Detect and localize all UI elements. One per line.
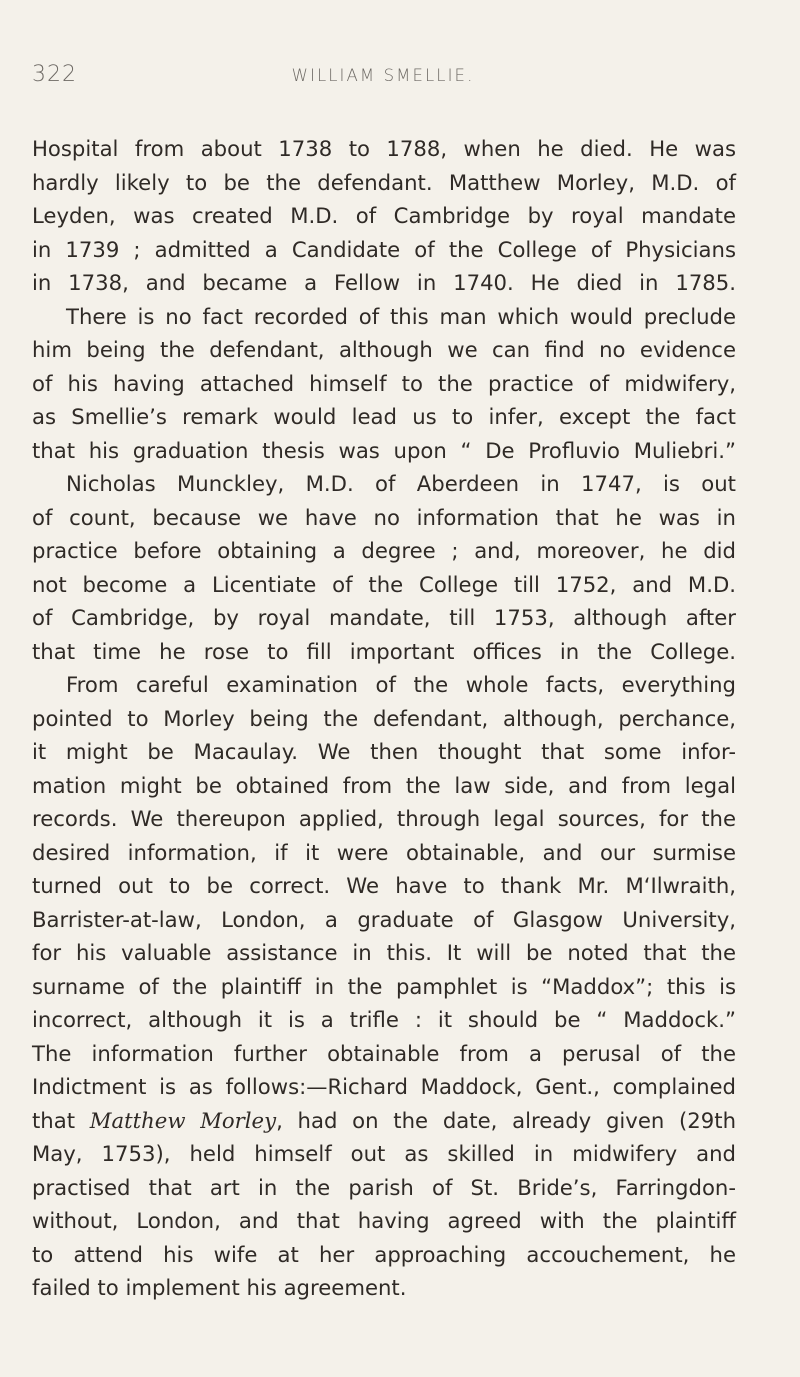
text-line: Barrister-at-law, London, a graduate of Glasgow University, xyxy=(32,906,736,932)
text-line: practised that art in the parish of St. Bride’s, Farringdon- xyxy=(32,1174,736,1200)
running-head: WILLIAM SMELLIE. xyxy=(291,66,475,85)
text-line: There is no fact recorded of this man which would preclude xyxy=(66,303,736,329)
text-line: to attend his wife at her approaching accouchement, he xyxy=(32,1241,736,1267)
text-line: hardly likely to be the defendant. Matthew Morley, M.D. of xyxy=(32,169,736,195)
text-line: desired information, if it were obtainable, and our surmise xyxy=(32,839,736,865)
text-line-with-italic xyxy=(32,1104,736,1138)
text-line: of his having attached himself to the practice of midwifery, xyxy=(32,370,736,396)
text-line: Nicholas Munckley, M.D. of Aberdeen in 1747, is out xyxy=(66,471,736,496)
text-line: pointed to Morley being the defendant, although, perchance, xyxy=(32,705,736,731)
text-line: that his graduation thesis was upon “ De Profluvio Muliebri.” xyxy=(32,437,736,463)
text-line: for his valuable assistance in this. It will be noted that the xyxy=(32,940,736,965)
text-line: it might be Macaulay. We then thought that some infor- xyxy=(32,739,736,764)
text-line: of Cambridge, by royal mandate, till 1753, although after xyxy=(32,605,736,630)
text-line: mation might be obtained from the law side, and from legal xyxy=(32,772,736,798)
text-line: in 1739 ; admitted a Candidate of the College of Physicians xyxy=(32,236,736,262)
text-fragment: , had on the date, already given (29th xyxy=(276,1107,736,1133)
page-number: 322 xyxy=(32,62,77,87)
text-line: surname of the plaintiff in the pamphlet is “Maddox”; this is xyxy=(32,973,736,999)
text-line: From careful examination of the whole facts, everything xyxy=(66,672,736,697)
text-line: as Smellie’s remark would lead us to infer, except the fact xyxy=(32,404,736,429)
text-line: in 1738, and became a Fellow in 1740. He died in 1785. xyxy=(32,270,736,295)
text-fragment: that xyxy=(32,1107,90,1133)
text-line: records. We thereupon applied, through legal sources, for the xyxy=(32,806,736,831)
text-line: May, 1753), held himself out as skilled in midwifery and xyxy=(32,1141,736,1166)
italic-name: Matthew Morley xyxy=(89,1107,277,1133)
text-line: failed to implement his agreement. xyxy=(32,1275,407,1300)
text-line: turned out to be correct. We have to thank Mr. M‘Ilwraith, xyxy=(32,873,736,898)
text-line: not become a Licentiate of the College till 1752, and M.D. xyxy=(32,571,736,597)
text-line: Hospital from about 1738 to 1788, when he died. He was xyxy=(32,136,736,161)
text-line: The information further obtainable from a perusal of the xyxy=(32,1040,736,1066)
body-text xyxy=(32,132,736,1305)
text-line: practice before obtaining a degree ; and, moreover, he did xyxy=(32,538,736,563)
page-header xyxy=(32,62,734,102)
text-line: Indictment is as follows:—Richard Maddock, Gent., complained xyxy=(32,1074,736,1099)
text-line: Leyden, was created M.D. of Cambridge by royal mandate xyxy=(32,203,736,228)
text-line: him being the defendant, although we can find no evidence xyxy=(32,337,736,362)
text-line: that time he rose to fill important offices in the College. xyxy=(32,638,736,664)
text-line: without, London, and that having agreed with the plaintiff xyxy=(32,1208,736,1233)
text-line: of count, because we have no information that he was in xyxy=(32,504,736,530)
text-line: incorrect, although it is a trifle : it should be “ Maddock.” xyxy=(32,1007,736,1032)
